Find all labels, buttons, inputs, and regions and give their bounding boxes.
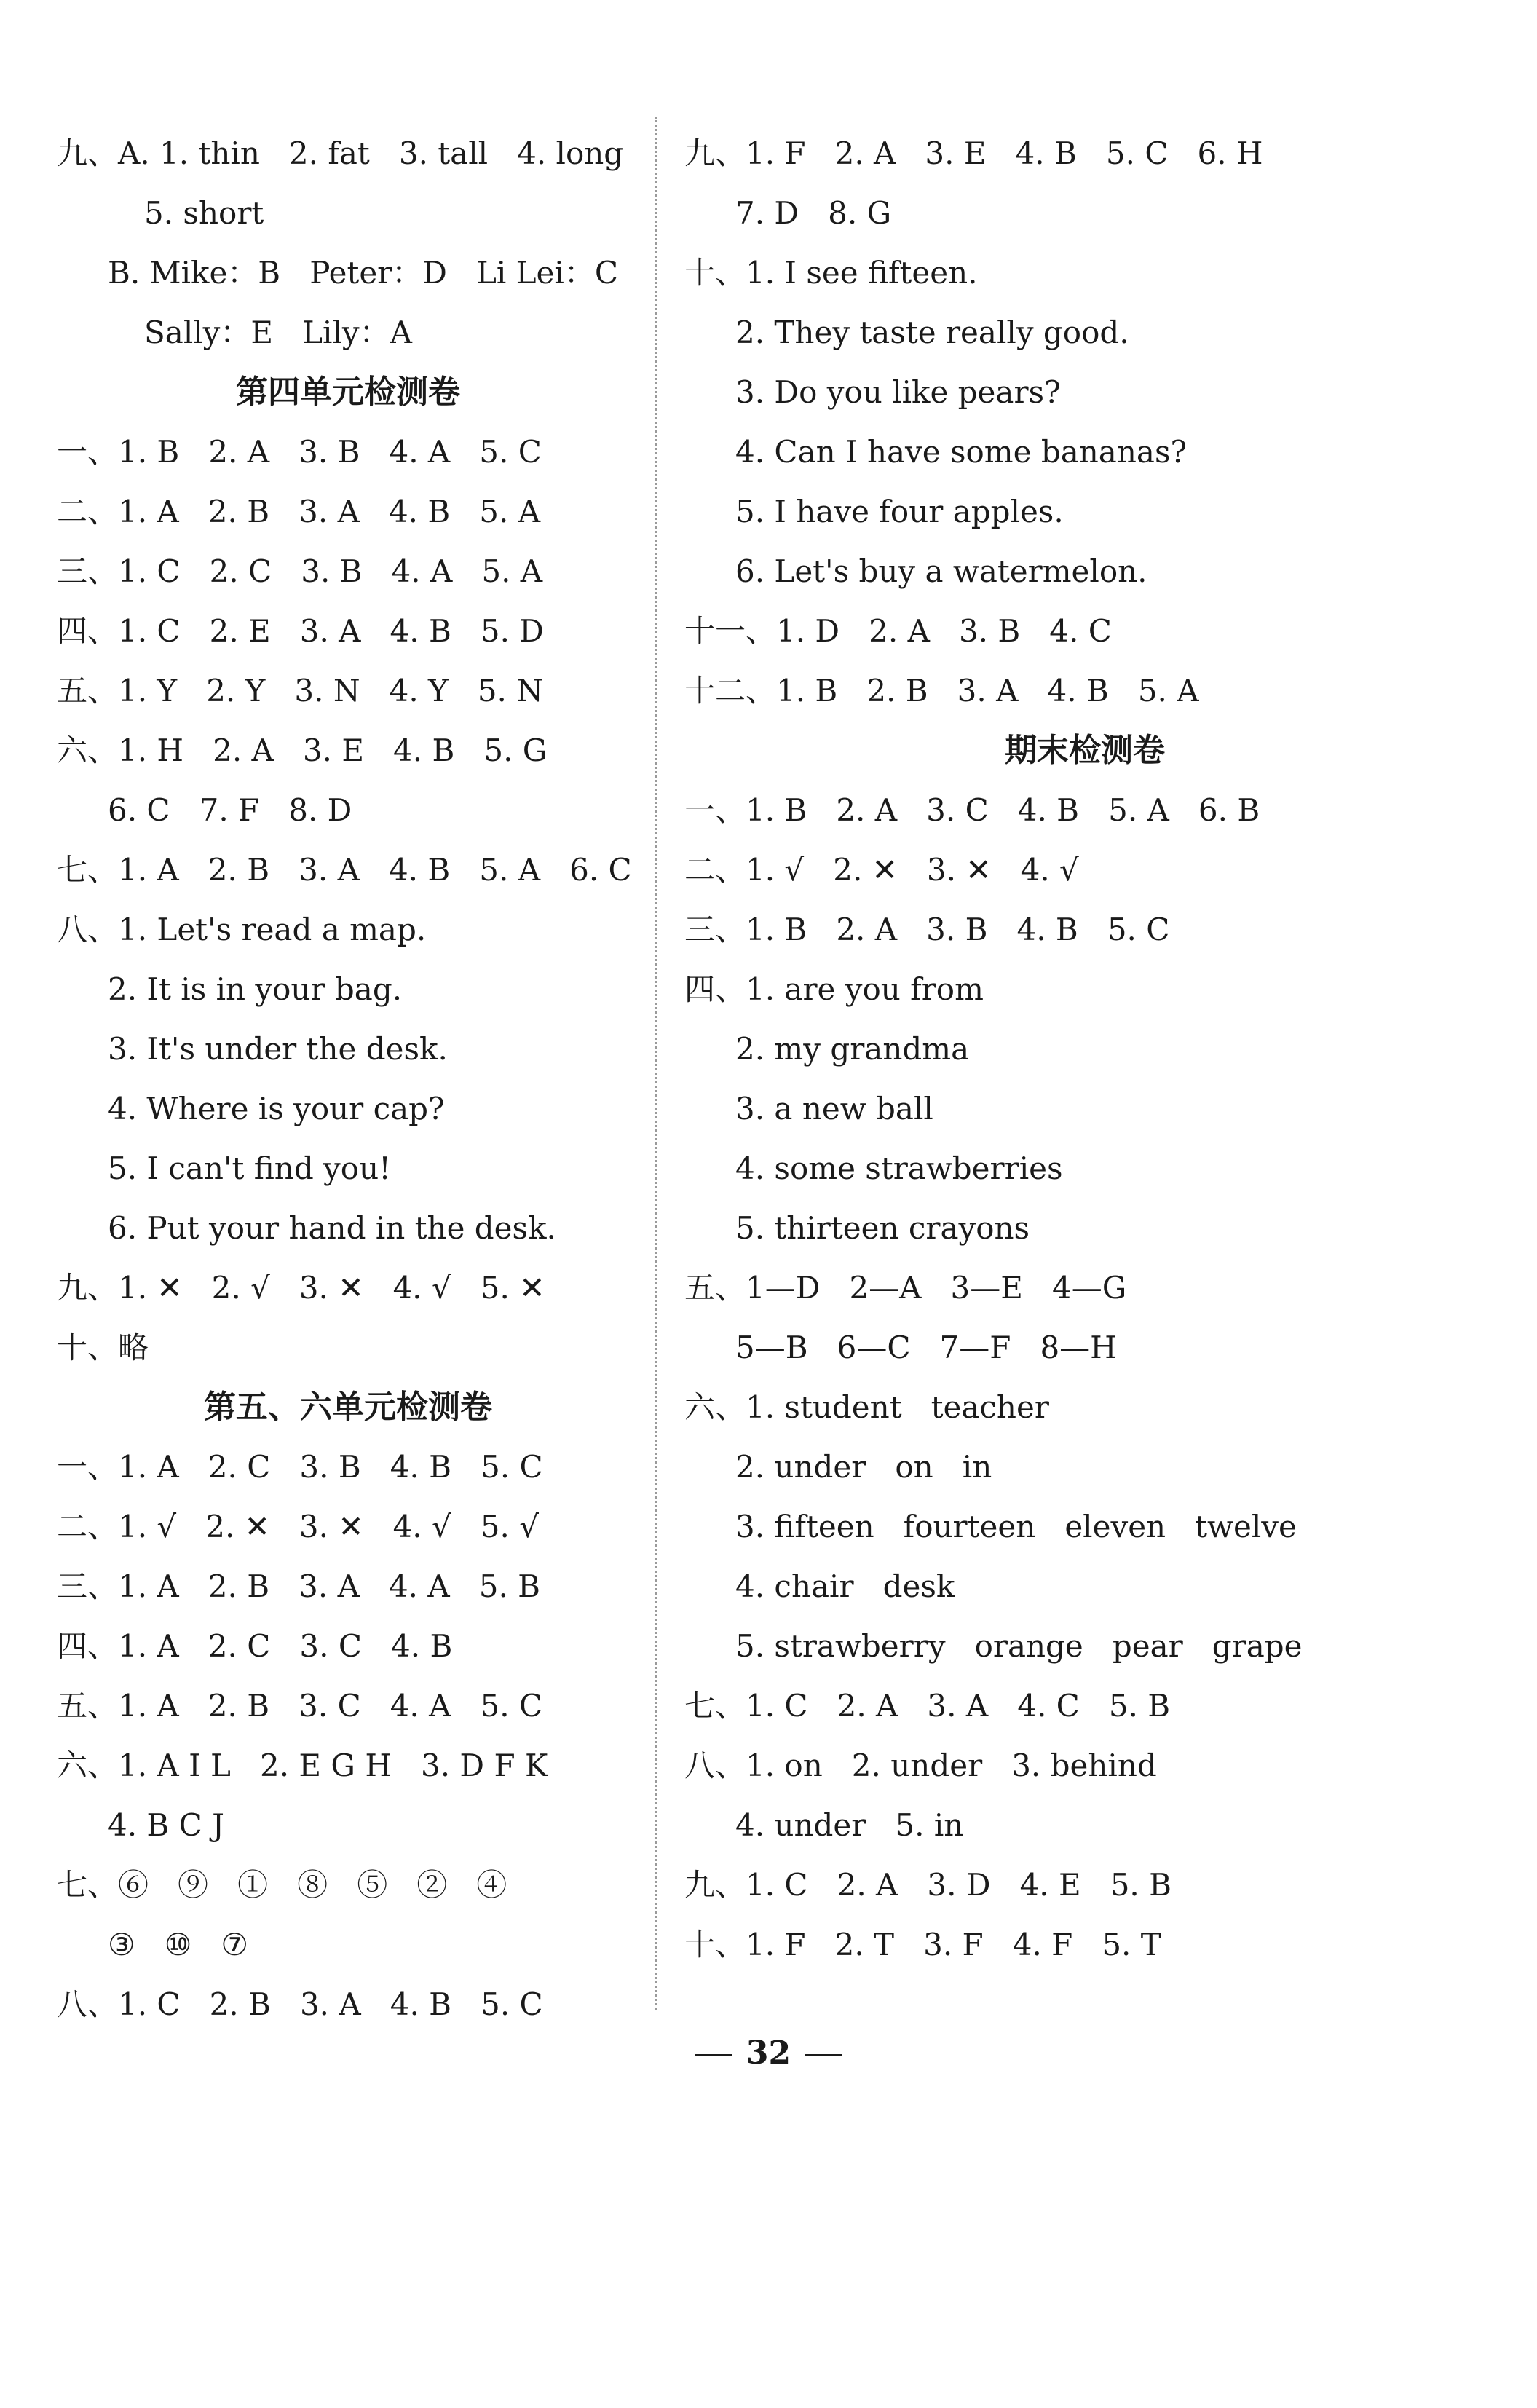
answer-line: 五、1. Y 2. Y 3. N 4. Y 5. N [57,673,544,708]
answer-line: 2. under on in [735,1449,992,1485]
answer-line: 八、1. Let's read a map. [57,912,427,947]
answer-line: 一、1. B 2. A 3. B 4. A 5. C [57,434,542,470]
dash-right [805,2054,842,2056]
answer-line: 4. Where is your cap? [108,1091,445,1126]
answer-line: 5. short [144,195,264,231]
answer-line: 八、1. C 2. B 3. A 4. B 5. C [57,1986,543,2022]
answer-line: 七、1. A 2. B 3. A 4. B 5. A 6. C [57,852,632,888]
answer-line: 四、1. C 2. E 3. A 4. B 5. D [57,613,544,649]
answer-line: 四、1. are you from [684,971,984,1007]
answer-line: 十、1. I see fifteen. [684,255,978,291]
page-number-text: 32 [746,2034,791,2072]
answer-line: 十、1. F 2. T 3. F 4. F 5. T [684,1927,1161,1962]
answer-line: 4. chair desk [735,1568,955,1604]
answer-line: 九、1. ✕ 2. √ 3. ✕ 4. √ 5. ✕ [57,1270,545,1306]
page-number [0,2032,1537,2075]
answer-line: ③ ⑩ ⑦ [108,1927,249,1962]
answer-line: 六、1. H 2. A 3. E 4. B 5. G [57,733,548,768]
section-title: 第四单元检测卷 [236,374,460,411]
answer-line: 六、1. A I L 2. E G H 3. D F K [57,1748,548,1783]
answer-line: 九、1. C 2. A 3. D 4. E 5. B [684,1867,1171,1903]
answer-line: Sally：E Lily：A [144,315,412,350]
answer-line: 二、1. √ 2. ✕ 3. ✕ 4. √ 5. √ [57,1509,539,1544]
section-title: 第五、六单元检测卷 [204,1389,492,1426]
answer-line: 5. thirteen crayons [735,1210,1030,1246]
left-column [57,124,639,2034]
answer-line: 2. They taste really good. [735,315,1129,350]
answer-line: 三、1. B 2. A 3. B 4. B 5. C [684,912,1170,947]
answer-line: 4. Can I have some bananas? [735,434,1188,470]
dash-left [695,2054,732,2056]
answer-line: 3. It's under the desk. [108,1031,448,1067]
answer-line: 3. Do you like pears? [735,374,1061,410]
answer-line: 6. Let's buy a watermelon. [735,553,1147,589]
answer-line: 5. I can't find you! [108,1150,391,1186]
answer-line: 4. under 5. in [735,1807,964,1843]
answer-line: 一、1. B 2. A 3. C 4. B 5. A 6. B [684,792,1260,828]
answer-line: 3. fifteen fourteen eleven twelve [735,1509,1297,1544]
answer-line: 二、1. A 2. B 3. A 4. B 5. A [57,494,541,529]
answer-line: 5—B 6—C 7—F 8—H [735,1330,1117,1365]
column-divider [655,117,657,2010]
answer-line: 一、1. A 2. C 3. B 4. B 5. C [57,1449,543,1485]
answer-line: 七、⑥ ⑨ ① ⑧ ⑤ ② ④ [57,1867,507,1903]
answer-line: 五、1—D 2—A 3—E 4—G [684,1270,1127,1306]
answer-line: 4. B C J [108,1807,224,1843]
answer-line: 三、1. A 2. B 3. A 4. A 5. B [57,1568,541,1604]
answer-line: 八、1. on 2. under 3. behind [684,1748,1157,1783]
answer-line: 九、1. F 2. A 3. E 4. B 5. C 6. H [684,135,1263,171]
answer-line: 六、1. student teacher [684,1389,1049,1425]
answer-line: 三、1. C 2. C 3. B 4. A 5. A [57,553,543,589]
answer-line: 7. D 8. G [735,195,892,231]
answer-line: 七、1. C 2. A 3. A 4. C 5. B [684,1688,1171,1724]
answer-line: 九、A. 1. thin 2. fat 3. tall 4. long [57,135,624,171]
answer-line: 二、1. √ 2. ✕ 3. ✕ 4. √ [684,852,1079,888]
answer-line: 十、略 [57,1330,149,1365]
section-title: 期末检测卷 [1005,732,1165,769]
answer-line: 2. my grandma [735,1031,970,1067]
answer-line: 6. C 7. F 8. D [108,792,352,828]
answer-line: 2. It is in your bag. [108,971,403,1007]
answer-line: 十一、1. D 2. A 3. B 4. C [684,613,1112,649]
answer-line: 5. strawberry orange pear grape [735,1628,1303,1664]
answer-line: 3. a new ball [735,1091,933,1126]
answer-line: 6. Put your hand in the desk. [108,1210,556,1246]
answer-line: 5. I have four apples. [735,494,1064,529]
right-column [684,124,1485,1975]
answer-line: 4. some strawberries [735,1150,1063,1186]
answer-line: 五、1. A 2. B 3. C 4. A 5. C [57,1688,543,1724]
answer-line: 十二、1. B 2. B 3. A 4. B 5. A [684,673,1199,708]
answer-line: 四、1. A 2. C 3. C 4. B [57,1628,453,1664]
answer-line: B. Mike：B Peter：D Li Lei：C [108,255,618,291]
